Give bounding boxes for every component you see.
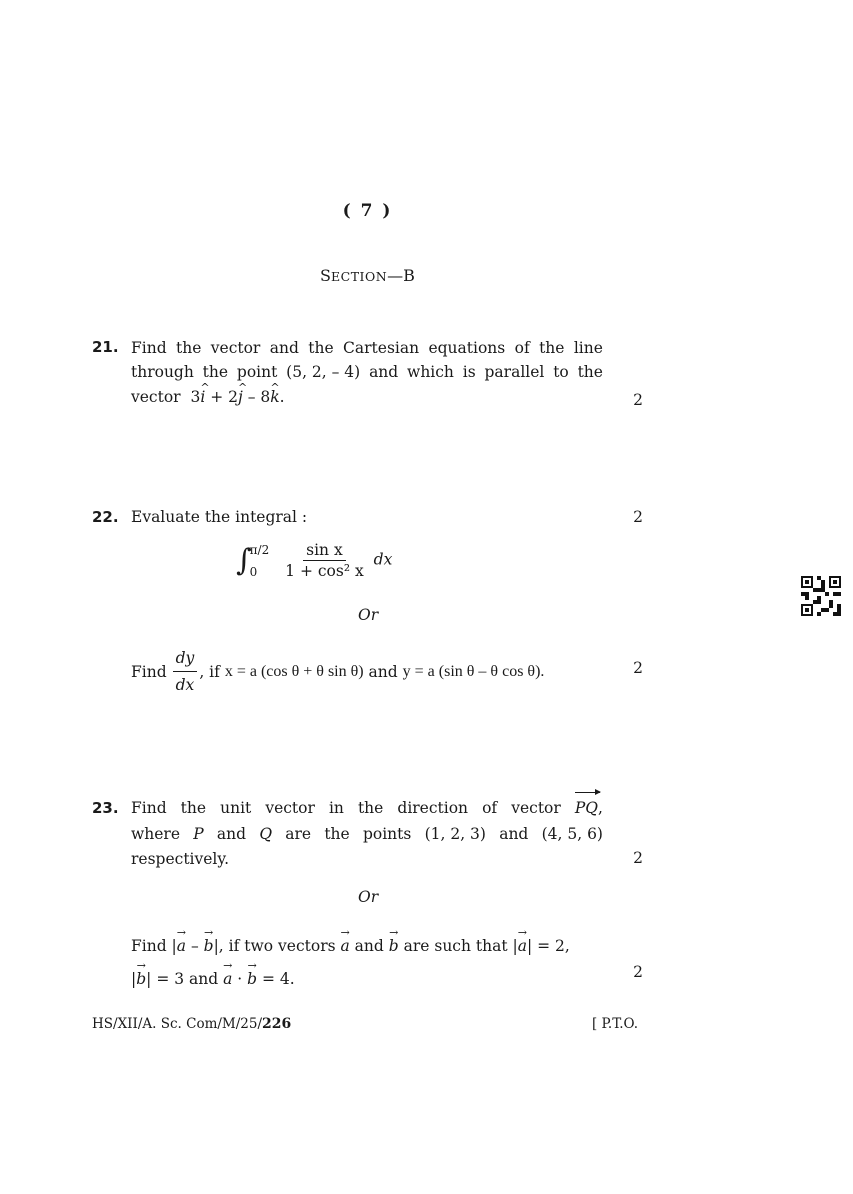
question-21-line-1: Find the vector and the Cartesian equations of the line [131,339,603,357]
question-23-marks: 2 [633,849,643,867]
question-22-marks: 2 [633,508,643,526]
question-22-number: 22. [92,508,119,526]
question-22-alternative: Find $\frac{dy}{dx}$ , if x = a (cos θ + θ sin θ) and y = a (sin θ – θ cos θ). [131,646,544,697]
integral-sign: ∫ [236,542,252,578]
integral-expression: ∫ π/2 0 $\frac{\text{sin x}}{\text{1 + cos² x}}$ dx [236,541,393,580]
question-21-line-2: through the point (5, 2, – 4) and which is parallel to the [131,363,603,381]
integral-limits: π/2 0 [249,542,270,579]
vector-pq: PQ [575,796,598,820]
question-21-marks: 2 [633,391,643,409]
question-23-alternative-line-1: Find |→ a – → b|, if two vectors → a and → b are such that |→ a| = 2, [131,934,570,958]
question-23-alt-marks: 2 [633,963,643,981]
question-23-line-1: Find the unit vector in the direction of vector PQ, [131,796,603,820]
or-separator-22: Or [358,606,379,624]
question-22-alt-marks: 2 [633,659,643,677]
question-23-line-2: where P and Q are the points (1, 2, 3) and (4, 5, 6) [131,825,603,843]
page-number: ( 7 ) [342,201,393,221]
question-23-number: 23. [92,799,119,817]
footer-paper-code: HS/XII/A. Sc. Com/M/25/226 [92,1016,292,1032]
question-23-alternative-line-2: |→ b| = 3 and → a · → b = 4. [131,967,295,991]
section-heading: SECTION—B [320,266,415,285]
question-23-line-3: respectively. [131,850,230,868]
qr-code-image [801,576,841,616]
question-22-text: Evaluate the integral : [131,508,308,526]
question-21-number: 21. [92,338,119,356]
integrand-fraction: $\frac{\text{sin x}}{\text{1 + cos² x}}$ [285,541,364,580]
footer-pto: [ P.T.O. [592,1016,639,1032]
or-separator-23: Or [358,888,379,906]
derivative-fraction: $\frac{dy}{dx}$ [173,646,198,697]
question-21-line-3: vector 3^ i + 2^ j – 8^ k. [131,385,285,409]
